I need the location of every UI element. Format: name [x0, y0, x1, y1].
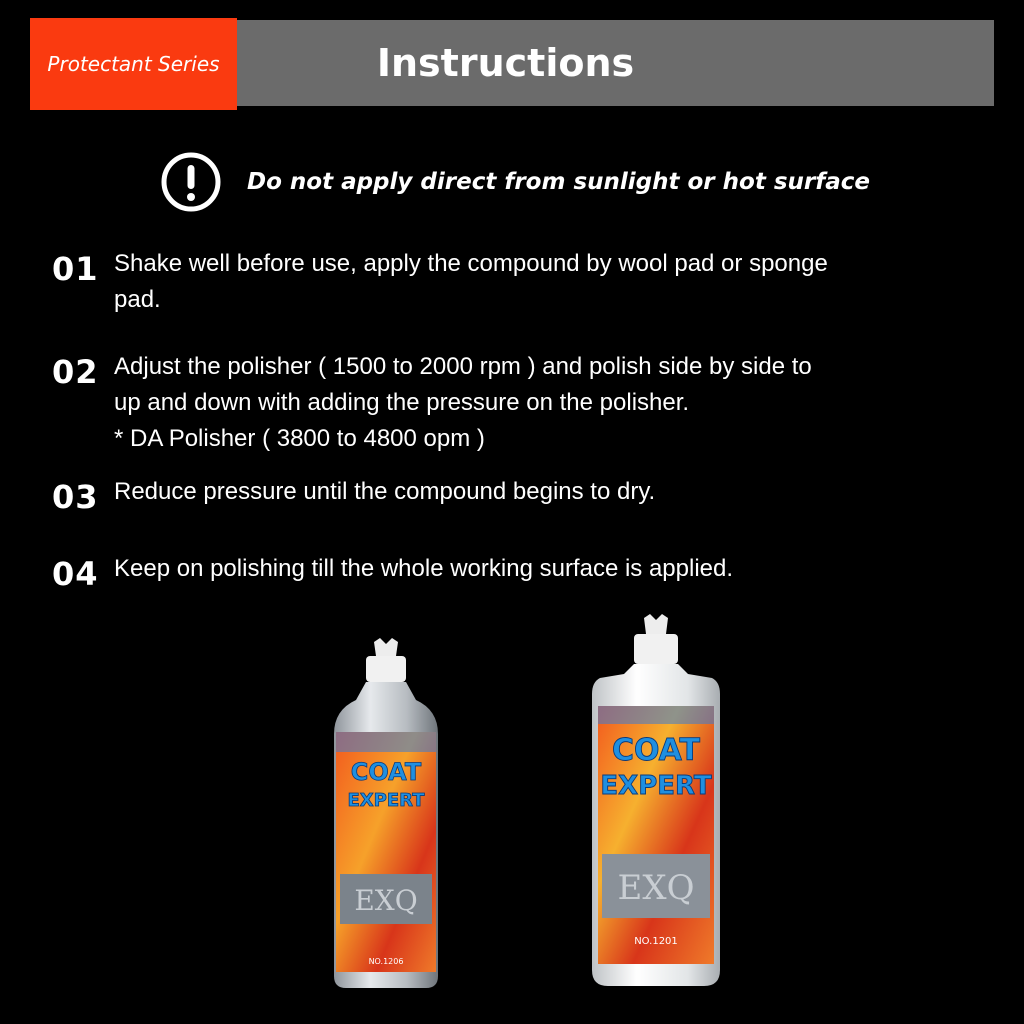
step-number: 02	[52, 353, 99, 391]
step-04	[52, 557, 982, 591]
step-line: Adjust the polisher ( 1500 to 2000 rpm ) and polish side by side to	[114, 353, 812, 380]
header-bar	[30, 20, 994, 106]
step-text	[114, 349, 812, 457]
step-number: 03	[52, 478, 99, 516]
step-line: pad.	[114, 286, 161, 313]
logo-text: EXQ	[617, 868, 695, 908]
step-text	[114, 246, 828, 318]
step-line: Reduce pressure until the compound begins to dry.	[114, 478, 656, 505]
step-text	[114, 551, 733, 591]
brand-line1: COAT	[611, 733, 701, 768]
step-01	[52, 252, 982, 318]
brand-line1: COAT	[350, 758, 422, 786]
exclamation-circle-icon	[160, 151, 222, 213]
step-line: * DA Polisher ( 3800 to 4800 opm )	[114, 425, 485, 452]
product-bottle-large	[588, 614, 724, 990]
step-number: 04	[52, 555, 99, 593]
brand-line2: EXPERT	[600, 771, 712, 801]
warning-notice	[160, 152, 900, 212]
page-title: Instructions	[376, 41, 635, 85]
brand-line2: EXPERT	[347, 790, 425, 811]
step-line: Shake well before use, apply the compound by wool pad or sponge	[114, 250, 828, 277]
product-code: NO.1206	[368, 957, 404, 966]
series-tag	[30, 18, 237, 110]
step-number: 01	[52, 250, 99, 288]
step-02	[52, 355, 982, 457]
step-line: Keep on polishing till the whole working surface is applied.	[114, 555, 734, 582]
step-text	[114, 474, 655, 514]
product-code: NO.1201	[634, 936, 678, 947]
step-line: up and down with adding the pressure on the polisher.	[114, 389, 690, 416]
warning-text: Do not apply direct from sunlight or hot surface	[247, 169, 870, 195]
step-03	[52, 480, 982, 514]
product-bottle-small	[330, 638, 442, 990]
title-bar	[237, 20, 994, 106]
series-label: Protectant Series	[47, 52, 220, 76]
logo-text: EXQ	[354, 884, 418, 917]
